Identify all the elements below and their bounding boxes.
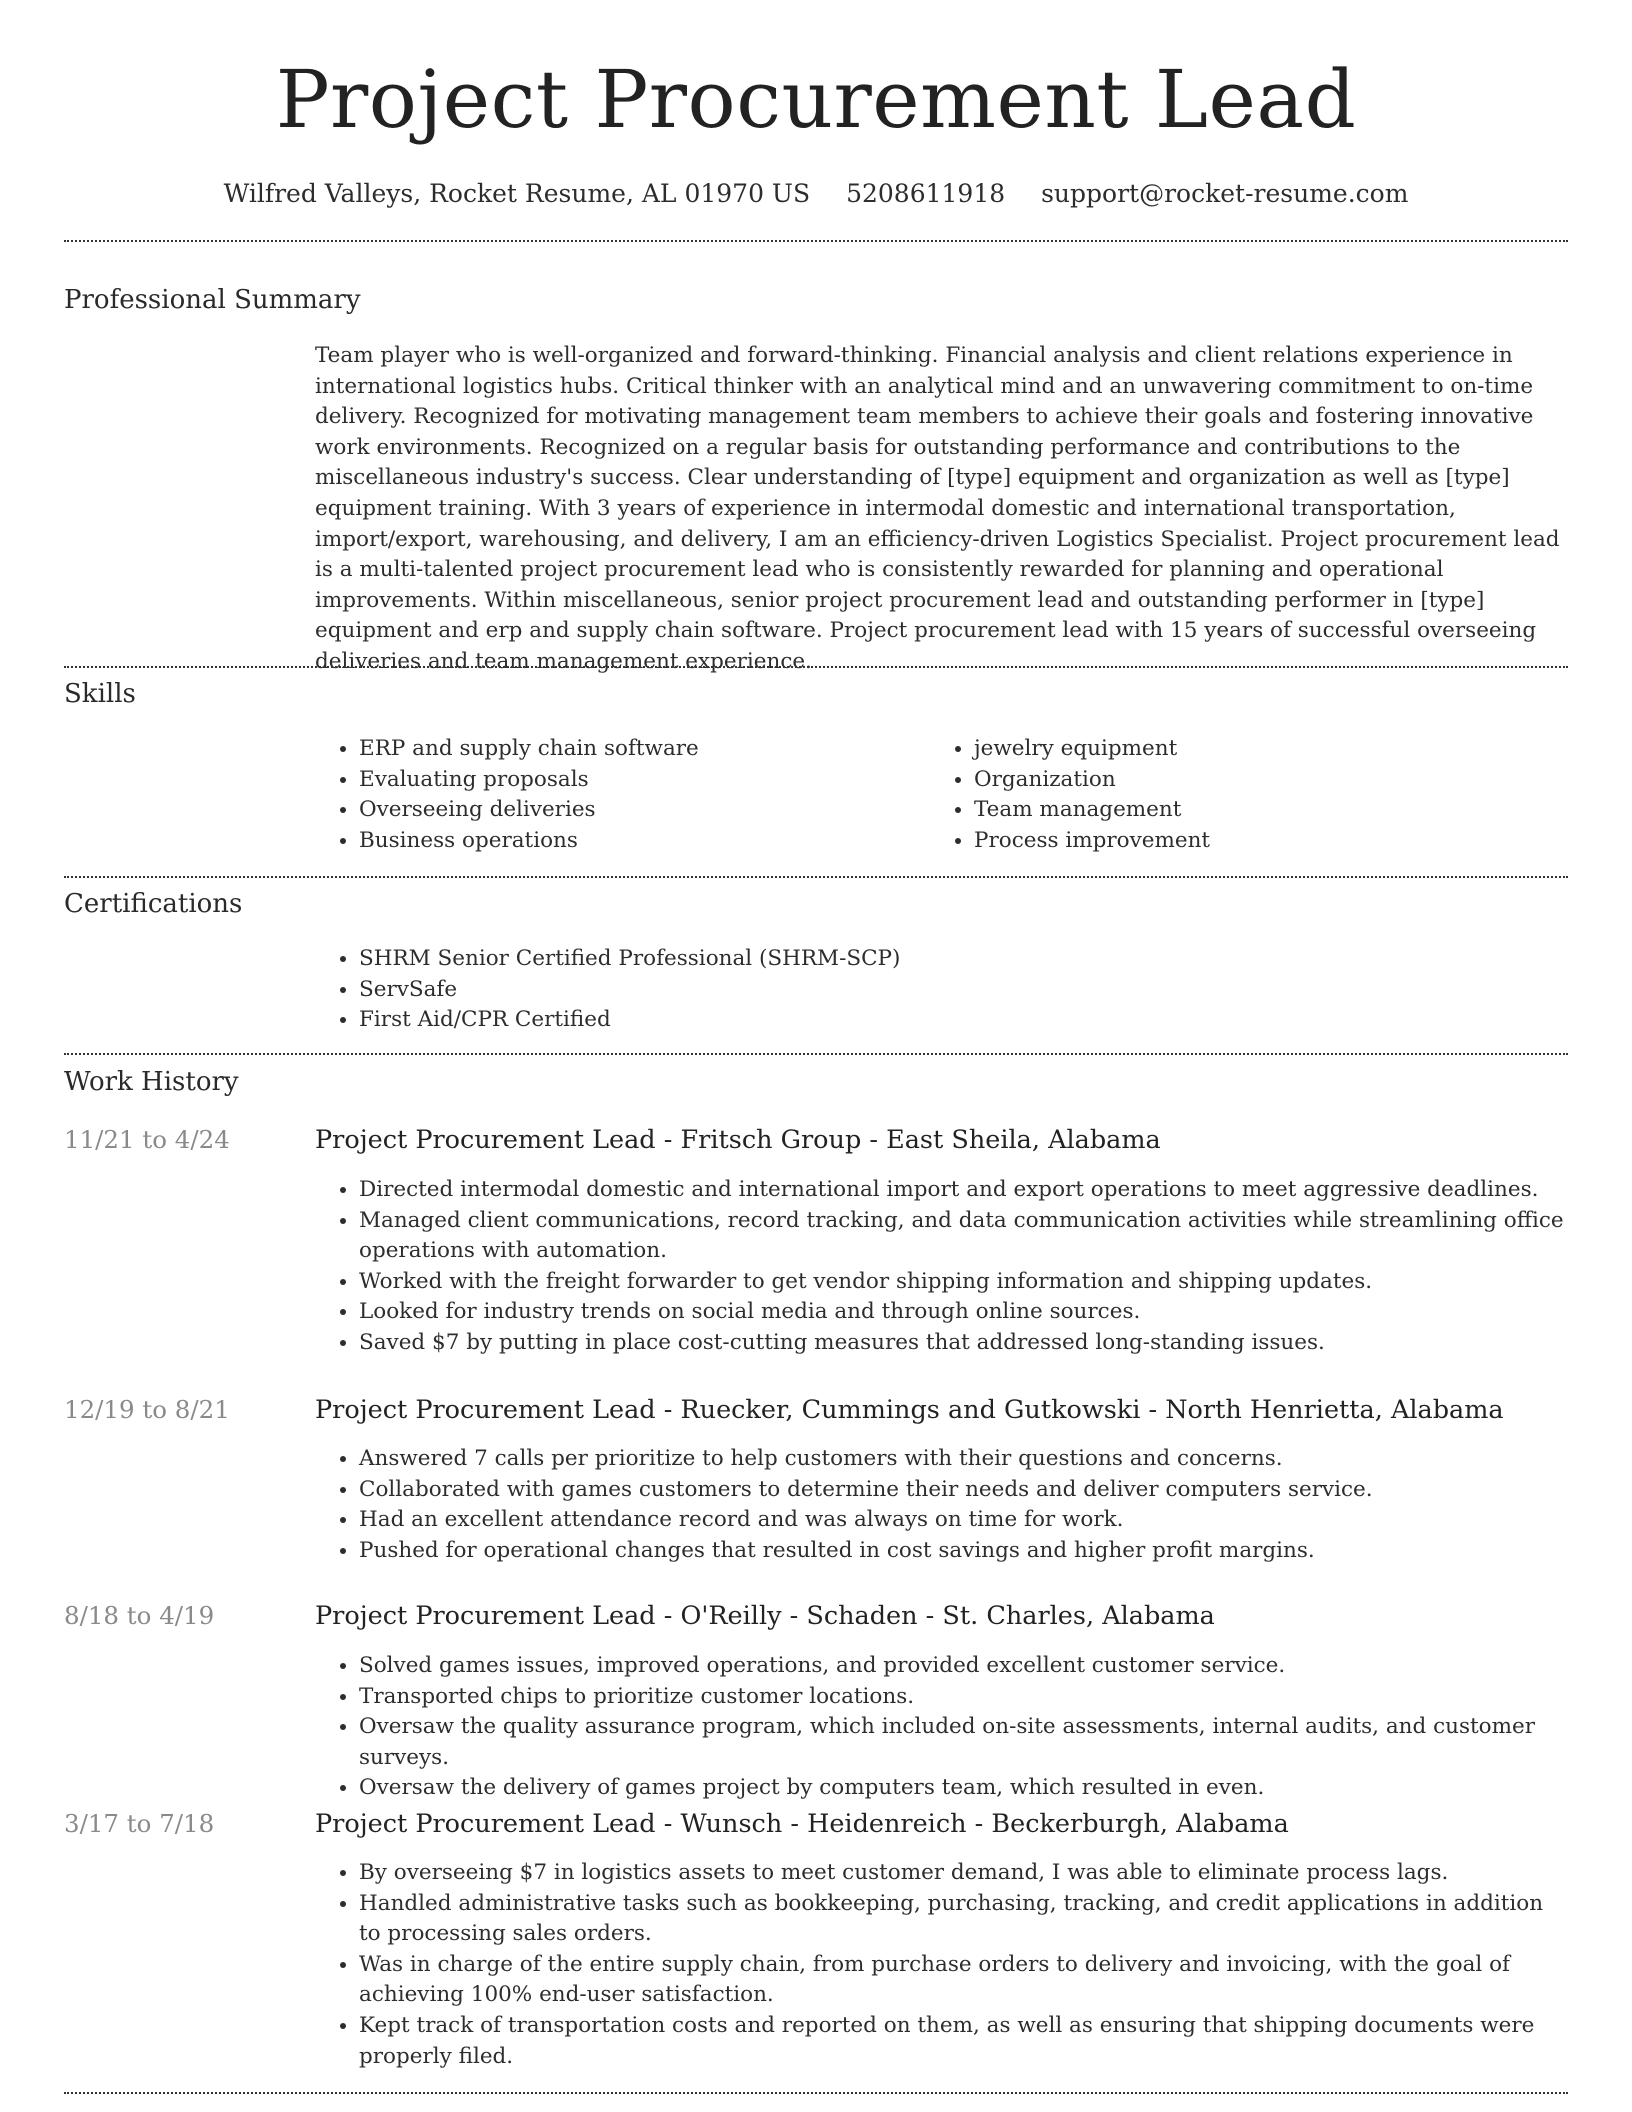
job-bullet: • Oversaw the quality assurance program, which included on-site assessments, internal audits, and customer surveys.: [359, 1712, 1565, 1773]
contact-email: support@rocket-resume.com: [1041, 179, 1409, 208]
job-bullet: • Solved games issues, improved operations, and provided excellent customer service.: [359, 1651, 1565, 1682]
contact-address: Wilfred Valleys, Rocket Resume, AL 01970 US: [223, 179, 811, 208]
contact-line: [0, 178, 1632, 210]
job-bullet: • Answered 7 calls per prioritize to help customers with their questions and concerns.: [359, 1444, 1565, 1475]
job-bullet: • Pushed for operational changes that resulted in cost savings and higher profit margins.: [359, 1536, 1565, 1567]
skill-item: • Overseeing deliveries: [359, 795, 915, 826]
job-bullet: • Oversaw the delivery of games project by computers team, which resulted in even.: [359, 1773, 1565, 1804]
job-title: Project Procurement Lead - O'Reilly - Schaden - St. Charles, Alabama: [315, 1601, 1215, 1631]
job-bullet: • Was in charge of the entire supply chain, from purchase orders to delivery and invoicing, with the goal of achieving 100% end-user satisfaction.: [359, 1950, 1565, 2011]
skill-item: • ERP and supply chain software: [359, 734, 915, 765]
divider: [64, 240, 1568, 242]
job-title: Project Procurement Lead - Ruecker, Cummings and Gutkowski - North Henrietta, Alabama: [315, 1395, 1504, 1425]
skills-list-left: [315, 734, 915, 856]
job-bullet: • Directed intermodal domestic and international import and export operations to meet aggressive deadlines.: [359, 1175, 1565, 1206]
contact-phone: 5208611918: [846, 179, 1006, 208]
job-bullet: • By overseeing $7 in logistics assets to meet customer demand, I was able to eliminate process lags.: [359, 1858, 1565, 1889]
skill-item: • Organization: [974, 765, 1530, 796]
job-dates: 12/19 to 8/21: [64, 1395, 230, 1424]
divider: [64, 876, 1568, 878]
resume-name: Project Procurement Lead: [275, 53, 1357, 146]
job-bullet: • Saved $7 by putting in place cost-cutting measures that addressed long-standing issues.: [359, 1328, 1565, 1359]
job-dates: 11/21 to 4/24: [64, 1125, 230, 1154]
divider: [64, 1053, 1568, 1055]
job-bullet: • Looked for industry trends on social media and through online sources.: [359, 1297, 1565, 1328]
job-bullet: • Kept track of transportation costs and reported on them, as well as ensuring that shipping documents were properly filed.: [359, 2011, 1565, 2072]
certifications-heading: Certifications: [64, 889, 243, 919]
job-title: Project Procurement Lead - Fritsch Group - East Sheila, Alabama: [315, 1125, 1161, 1155]
job-bullet: • Handled administrative tasks such as bookkeeping, purchasing, tracking, and credit applications in addition to processing sales orders.: [359, 1889, 1565, 1950]
job-bullet: • Transported chips to prioritize customer locations.: [359, 1682, 1565, 1713]
job-bullet: • Managed client communications, record tracking, and data communication activities while streamlining office operations with automation.: [359, 1206, 1565, 1267]
job-dates: 3/17 to 7/18: [64, 1809, 215, 1838]
job-bullets: [315, 1175, 1565, 1359]
summary-text: Team player who is well-organized and forward-thinking. Financial analysis and client relations experience in international logistics hubs. Critical thinker with an analytical mind and an unwavering commitment to on-time delivery. Recognized for motivating management team members to achieve their goals and fostering innovative work environments. Recognized on a regular basis for outstanding performance and contributions to the miscellaneous industry's success. Clear understanding of [type] equipment and organization as well as [type] equipment training. With 3 years of experience in intermodal domestic and international transportation, import/export, warehousing, and delivery, I am an efficiency-driven Logistics Specialist. Project procurement lead is a multi-talented project procurement lead who is consistently rewarded for planning and operational improvements. Within miscellaneous, senior project procurement lead and outstanding performer in [type] equipment and erp and supply chain software. Project procurement lead with 15 years of successful overseeing deliveries and team management experience.: [315, 343, 1560, 674]
certification-item: • ServSafe: [359, 975, 1565, 1006]
divider: [64, 666, 1568, 668]
certification-item: • First Aid/CPR Certified: [359, 1005, 1565, 1036]
job-title: Project Procurement Lead - Wunsch - Heidenreich - Beckerburgh, Alabama: [315, 1809, 1289, 1839]
skill-item: • Process improvement: [974, 826, 1530, 857]
skills-heading: Skills: [64, 679, 136, 709]
job-bullets: [315, 1651, 1565, 1804]
job-dates: 8/18 to 4/19: [64, 1601, 215, 1630]
summary-heading: Professional Summary: [64, 285, 361, 315]
skill-item: • Evaluating proposals: [359, 765, 915, 796]
job-bullet: • Worked with the freight forwarder to get vendor shipping information and shipping updates.: [359, 1267, 1565, 1298]
divider: [64, 2092, 1568, 2094]
job-bullets: [315, 1444, 1565, 1566]
certification-item: • SHRM Senior Certified Professional (SHRM-SCP): [359, 944, 1565, 975]
certifications-list: [315, 944, 1565, 1036]
skill-item: • Business operations: [359, 826, 915, 857]
job-bullet: • Collaborated with games customers to determine their needs and deliver computers service.: [359, 1475, 1565, 1506]
work-history-heading: Work History: [64, 1067, 239, 1097]
skill-item: • Team management: [974, 795, 1530, 826]
job-bullet: • Had an excellent attendance record and was always on time for work.: [359, 1505, 1565, 1536]
job-bullets: [315, 1858, 1565, 2072]
skill-item: • jewelry equipment: [974, 734, 1530, 765]
skills-list-right: [930, 734, 1530, 856]
